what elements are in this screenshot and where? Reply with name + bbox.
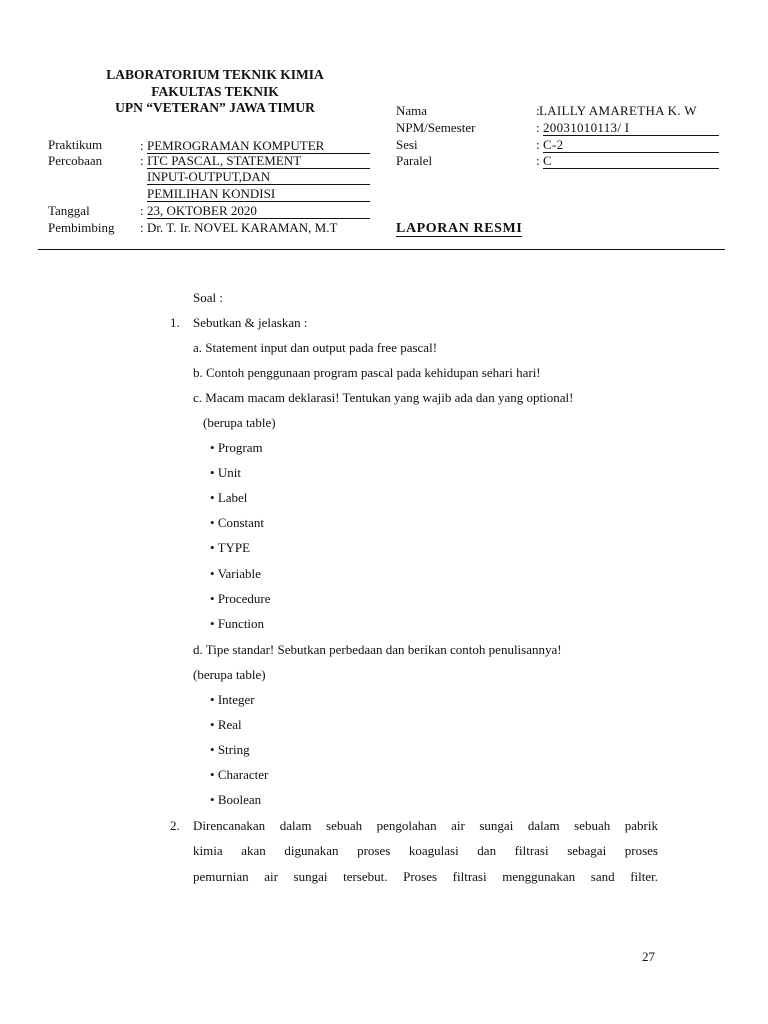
question-1c-note: (berupa table): [203, 415, 276, 430]
question-2-line: pemurnian air sungai tersebut. Proses filtrasi menggunakan sand filter.: [193, 869, 658, 884]
tanggal-value: 23, OKTOBER 2020: [147, 203, 370, 219]
list-item: • Program: [210, 440, 263, 455]
university-name: UPN “VETERAN” JAWA TIMUR: [115, 100, 315, 115]
page-number: 27: [642, 949, 655, 964]
colon: :: [140, 138, 144, 153]
question-1b: b. Contoh penggunaan program pascal pada kehidupan sehari hari!: [193, 365, 541, 380]
nama-label: Nama: [396, 103, 428, 118]
nama-value: LAILLY AMARETHA K. W: [539, 103, 697, 118]
list-item: • Label: [210, 490, 248, 505]
percobaan-label: Percobaan: [48, 153, 103, 168]
percobaan-value-line-2: INPUT-OUTPUT,DAN: [147, 169, 370, 185]
tanggal-label: Tanggal: [48, 203, 90, 218]
list-item: • Procedure: [210, 591, 271, 606]
list-item: • Constant: [210, 515, 265, 530]
percobaan-value-line-3: PEMILIHAN KONDISI: [147, 186, 370, 202]
colon: :: [536, 137, 540, 152]
list-item: • String: [210, 742, 250, 757]
header-divider: [38, 249, 725, 250]
lab-name: LABORATORIUM TEKNIK KIMIA: [106, 67, 324, 82]
question-1c: c. Macam macam deklarasi! Tentukan yang wajib ada dan yang optional!: [193, 390, 574, 405]
npm-semester-value: 20031010113/ I: [543, 120, 719, 136]
question-1a: a. Statement input dan output pada free pascal!: [193, 340, 438, 355]
list-item: • Integer: [210, 692, 255, 707]
paralel-label: Paralel: [396, 153, 433, 168]
question-1-text: Sebutkan & jelaskan :: [193, 315, 308, 330]
list-item: • Real: [210, 717, 242, 732]
soal-label: Soal :: [193, 290, 223, 305]
colon: :: [536, 153, 540, 168]
list-item: • Variable: [210, 566, 261, 581]
list-item: • Unit: [210, 465, 241, 480]
pembimbing-label: Pembimbing: [48, 220, 115, 235]
paralel-value: C: [543, 153, 719, 169]
list-item: • Function: [210, 616, 265, 631]
question-2-number: 2.: [170, 818, 180, 833]
colon: :: [536, 103, 540, 118]
colon: :: [140, 153, 144, 168]
npm-semester-label: NPM/Semester: [396, 120, 476, 135]
sesi-label: Sesi: [396, 137, 418, 152]
colon: :: [140, 220, 144, 235]
list-item: • TYPE: [210, 540, 251, 555]
sesi-value: C-2: [543, 137, 719, 153]
report-title: LAPORAN RESMI: [396, 221, 523, 236]
pembimbing-value: Dr. T. Ir. NOVEL KARAMAN, M.T: [147, 220, 338, 235]
list-item: • Boolean: [210, 792, 262, 807]
faculty-name: FAKULTAS TEKNIK: [151, 84, 279, 99]
colon: :: [140, 203, 144, 218]
colon: :: [536, 120, 540, 135]
praktikum-value: PEMROGRAMAN KOMPUTER: [147, 138, 370, 154]
question-1-number: 1.: [170, 315, 180, 330]
praktikum-label: Praktikum: [48, 137, 103, 152]
question-2-line: Direncanakan dalam sebuah pengolahan air sungai dalam sebuah pabrik: [193, 818, 658, 833]
list-item: • Character: [210, 767, 269, 782]
question-2-line: kimia akan digunakan proses koagulasi dan filtrasi sebagai proses: [193, 843, 658, 858]
question-1d: d. Tipe standar! Sebutkan perbedaan dan berikan contoh penulisannya!: [193, 642, 562, 657]
question-1d-note: (berupa table): [193, 667, 266, 682]
percobaan-value-line-1: ITC PASCAL, STATEMENT: [147, 153, 370, 169]
